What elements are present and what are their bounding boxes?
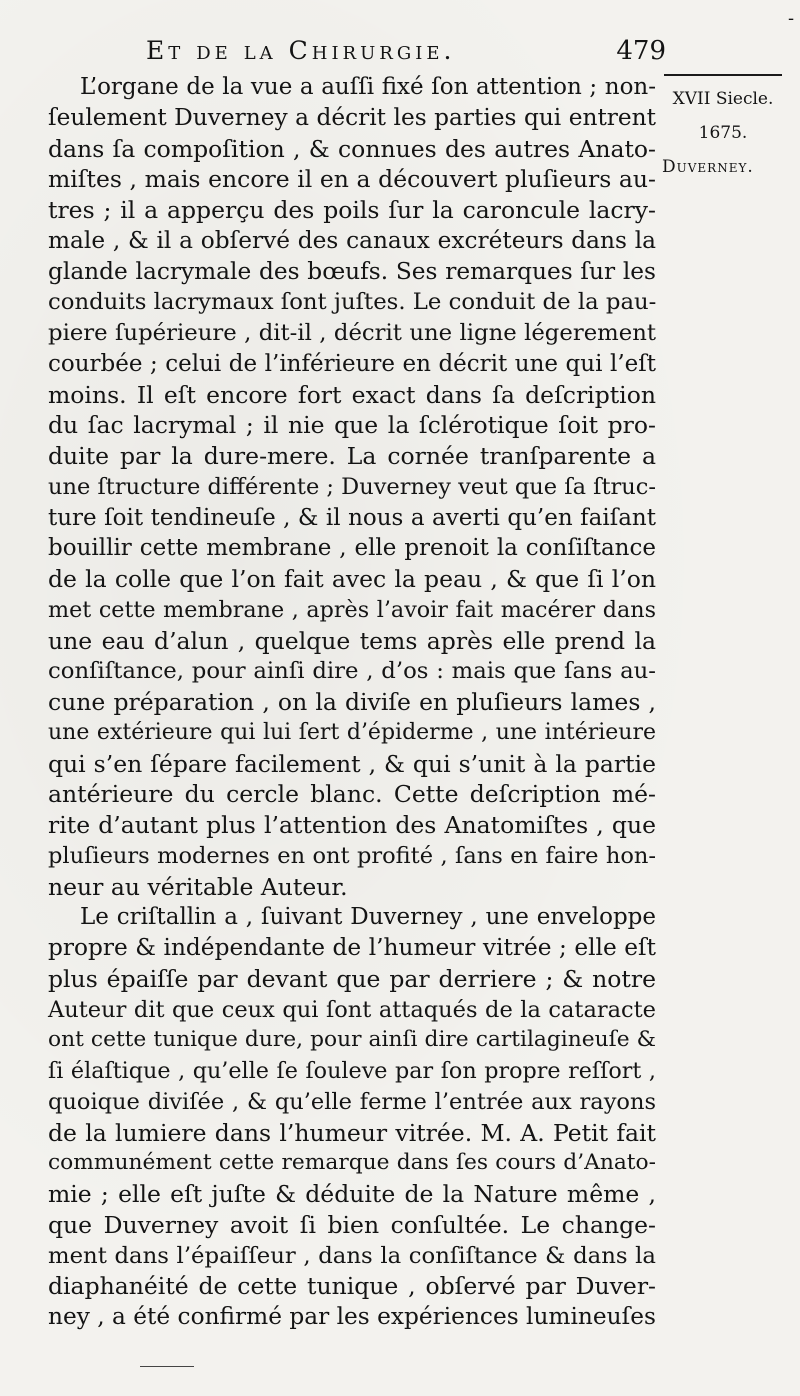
text-line: L’organe de la vue a auſſi fixé ſon attention ; non-: [80, 74, 656, 100]
edge-mark: -: [788, 8, 795, 29]
text-line: une extérieure qui lui ſert d’épiderme , une intérieure: [48, 719, 656, 745]
text-line: dans ſa compoſition , & connues des autres Anato-: [48, 134, 656, 163]
text-line: ture ſoit tendineuſe , & il nous a averti qu’en faiſant: [48, 504, 656, 531]
text-line: ſeulement Duverney a décrit les parties qui entrent: [48, 103, 656, 131]
text-line: antérieure du cercle blanc. Cette deſcription mé-: [48, 780, 656, 809]
running-title: Et de la Chirurgie.: [146, 36, 456, 65]
text-line: met cette membrane , après l’avoir fait macérer dans: [48, 596, 656, 623]
text-line: courbée ; celui de l’inférieure en décrit une qui l’eſt: [48, 350, 656, 377]
text-line: que Duverney avoit ſi bien conſultée. Le change-: [48, 1210, 656, 1239]
text-line: qui s’en ſépare facilement , & qui s’unit à la partie: [48, 749, 656, 778]
text-line: ſi élaſtique , qu’elle ſe ſouleve par ſon propre reſſort ,: [48, 1058, 656, 1084]
text-line: moins. Il eſt encore fort exact dans ſa deſcription: [48, 380, 656, 409]
text-line: neur au véritable Auteur.: [48, 872, 348, 901]
text-line: conſiſtance, pour ainſi dire , d’os : mais que ſans au-: [48, 658, 656, 685]
text-line: plus épaiſſe par devant que par derriere ; & notre: [48, 964, 656, 993]
text-line: ont cette tunique dure, pour ainſi dire cartilagineuſe &: [48, 1027, 656, 1053]
text-line: quoique diviſée , & qu’elle ferme l’entrée aux rayons: [48, 1088, 656, 1115]
footer-dash: [140, 1366, 194, 1367]
text-line: Auteur dit que ceux qui ſont attaqués de la cataracte: [48, 996, 656, 1023]
text-line: propre & indépendante de l’humeur vitrée ; elle eſt: [48, 934, 656, 961]
text-line: une ſtructure différente ; Duverney veut que ſa ſtruc-: [48, 473, 656, 500]
text-line: pluſieurs modernes en ont profité , ſans en faire hon-: [48, 842, 656, 869]
margin-year: 1675.: [698, 123, 748, 143]
page-number: 479: [616, 36, 666, 66]
text-line: male , & il a obſervé des canaux excréteurs dans la: [48, 226, 656, 254]
text-line: cune préparation , on la diviſe en pluſieurs lames ,: [48, 688, 656, 716]
text-line: une eau d’alun , quelque tems après elle prend la: [48, 626, 656, 655]
text-line: du ſac lacrymal ; il nie que la ſclérotique ſoit pro-: [48, 411, 656, 440]
text-line: tres ; il a apperçu des poils ſur la caroncule lacry-: [48, 196, 656, 224]
text-line: communément cette remarque dans ſes cours d’Anato-: [48, 1150, 656, 1176]
text-line: rite d’autant plus l’attention des Anatomiſtes , que: [48, 811, 656, 839]
text-line: ney , a été confirmé par les expériences lumineuſes: [48, 1303, 656, 1330]
text-line: Le criſtallin a , ſuivant Duverney , une enveloppe: [80, 904, 656, 931]
text-line: glande lacrymale des bœufs. Ses remarques ſur les: [48, 257, 656, 285]
text-line: de la lumiere dans l’humeur vitrée. M. A. Petit fait: [48, 1118, 656, 1147]
margin-rule: [664, 74, 782, 76]
text-line: de la colle que l’on fait avec la peau , & que ſi l’on: [48, 565, 656, 593]
text-line: bouillir cette membrane , elle prenoit la conſiſtance: [48, 535, 656, 562]
margin-notes: [660, 74, 790, 184]
text-line: conduits lacrymaux ſont juſtes. Le conduit de la pau-: [48, 289, 657, 316]
margin-author: Duverney.: [662, 157, 754, 177]
text-line: ment dans l’épaiſſeur , dans la conſiſtance & dans la: [48, 1242, 656, 1269]
text-line: duite par la dure-mere. La cornée tranſparente a: [48, 442, 656, 470]
text-line: piere ſupérieure , dit-il , décrit une ligne légerement: [48, 320, 656, 346]
text-line: mie ; elle eſt juſte & déduite de la Nature même ,: [48, 1180, 656, 1208]
body-text: [48, 72, 656, 1333]
text-line: diaphanéité de cette tunique , obſervé par Duver-: [48, 1272, 656, 1301]
margin-century: XVII Siecle.: [672, 89, 774, 109]
page-header: [146, 36, 666, 72]
text-line: miſtes , mais encore il en a découvert pluſieurs au-: [48, 165, 656, 194]
